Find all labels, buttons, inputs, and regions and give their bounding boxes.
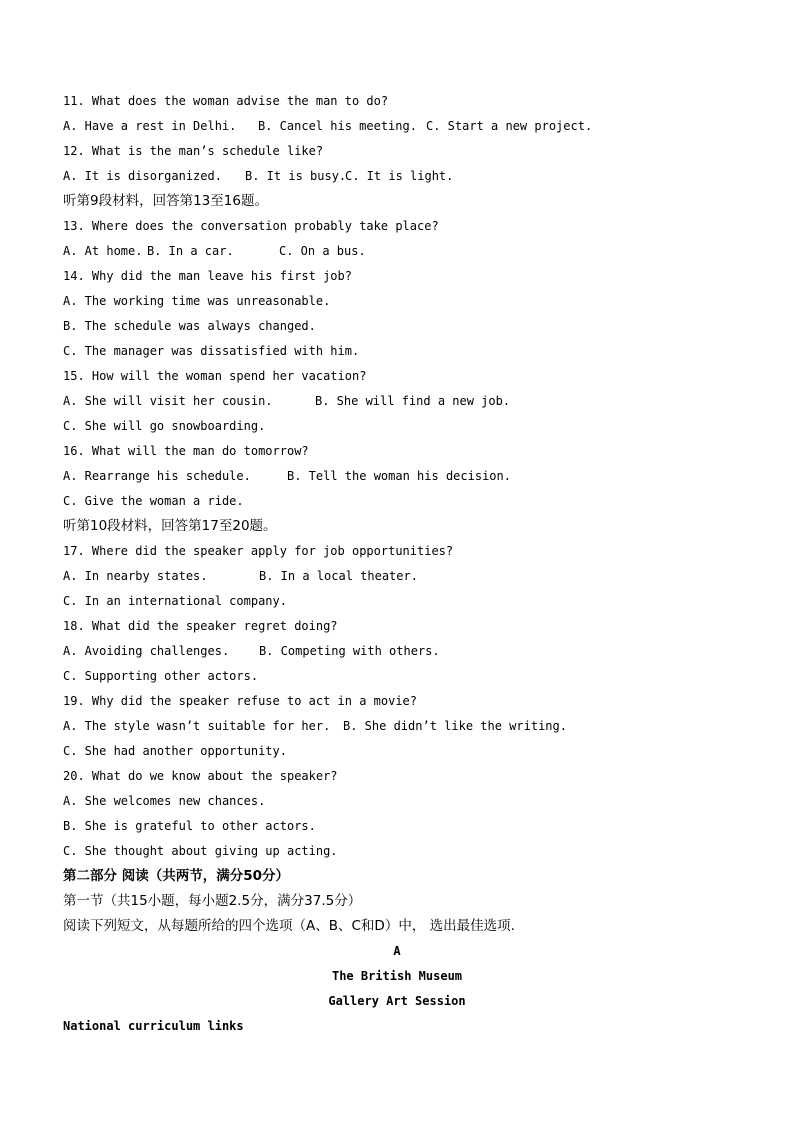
text-line: 16. What will the man do tomorrow? [63, 444, 309, 458]
option-text: C. On a bus. [279, 244, 366, 258]
options-line [63, 239, 754, 264]
options-line [63, 114, 754, 139]
text-line: C. She had another opportunity. [63, 744, 287, 758]
option-text: B. Cancel his meeting. [258, 119, 417, 133]
section-heading: 阅读下列短文，从每题所给的四个选项（A、B、C和D）中， 选出最佳选项. [63, 918, 515, 934]
option-text: B. In a car. [147, 244, 234, 258]
text-line: National curriculum links [63, 1019, 244, 1033]
text-line: A. She welcomes new chances. [63, 794, 266, 808]
option-text: A. Avoiding challenges. [63, 644, 230, 658]
text-line: C. She thought about giving up acting. [63, 844, 338, 858]
option-text: C. Start a new project. [426, 119, 593, 133]
section-heading: 听第10段材料，回答第17至20题。 [63, 518, 277, 534]
option-text: A. At home. [63, 244, 143, 258]
passage-title: A [393, 944, 401, 958]
text-line: C. Supporting other actors. [63, 669, 259, 683]
options-line [63, 464, 754, 489]
text-line: 20. What do we know about the speaker? [63, 769, 338, 783]
text-line: C. She will go snowboarding. [63, 419, 266, 433]
text-line: 18. What did the speaker regret doing? [63, 619, 338, 633]
options-line [63, 714, 754, 739]
option-text: A. In nearby states. [63, 569, 208, 583]
text-line: A. The working time was unreasonable. [63, 294, 331, 308]
passage-title: Gallery Art Session [328, 994, 466, 1008]
text-line: B. The schedule was always changed. [63, 319, 316, 333]
option-text: A. Rearrange his schedule. [63, 469, 251, 483]
passage-title: The British Museum [331, 969, 463, 983]
option-text: A. Have a rest in Delhi. [63, 119, 237, 133]
options-line [63, 564, 754, 589]
text-line: 15. How will the woman spend her vacation? [63, 369, 367, 383]
text-line: C. The manager was dissatisfied with him. [63, 344, 360, 358]
option-text: C. It is light. [345, 169, 454, 183]
text-line: 11. What does the woman advise the man to do? [63, 94, 389, 108]
option-text: A. The style wasn’t suitable for her. [63, 719, 331, 733]
option-text: B. In a local theater. [259, 569, 418, 583]
option-text: B. She didn’t like the writing. [343, 719, 567, 733]
option-text: B. It is busy. [245, 169, 347, 183]
text-line: 12. What is the man’s schedule like? [63, 144, 324, 158]
text-line: C. Give the woman a ride. [63, 494, 244, 508]
text-line: 17. Where did the speaker apply for job opportunities? [63, 544, 454, 558]
option-text: B. Tell the woman his decision. [287, 469, 511, 483]
section-heading: 听第9段材料，回答第13至16题。 [63, 193, 268, 209]
option-text: A. It is disorganized. [63, 169, 222, 183]
section-heading: 第二部分 阅读（共两节，满分50分） [63, 868, 289, 884]
options-line [63, 164, 754, 189]
text-line: 19. Why did the speaker refuse to act in a movie? [63, 694, 418, 708]
text-line: 14. Why did the man leave his first job? [63, 269, 352, 283]
text-line: B. She is grateful to other actors. [63, 819, 316, 833]
option-text: A. She will visit her cousin. [63, 394, 273, 408]
options-line [63, 389, 754, 414]
option-text: B. She will find a new job. [315, 394, 511, 408]
text-line: 13. Where does the conversation probably take place? [63, 219, 439, 233]
text-line: C. In an international company. [63, 594, 287, 608]
option-text: B. Competing with others. [259, 644, 440, 658]
options-line [63, 639, 754, 664]
section-heading: 第一节（共15小题，每小题2.5分，满分37.5分） [63, 893, 362, 909]
